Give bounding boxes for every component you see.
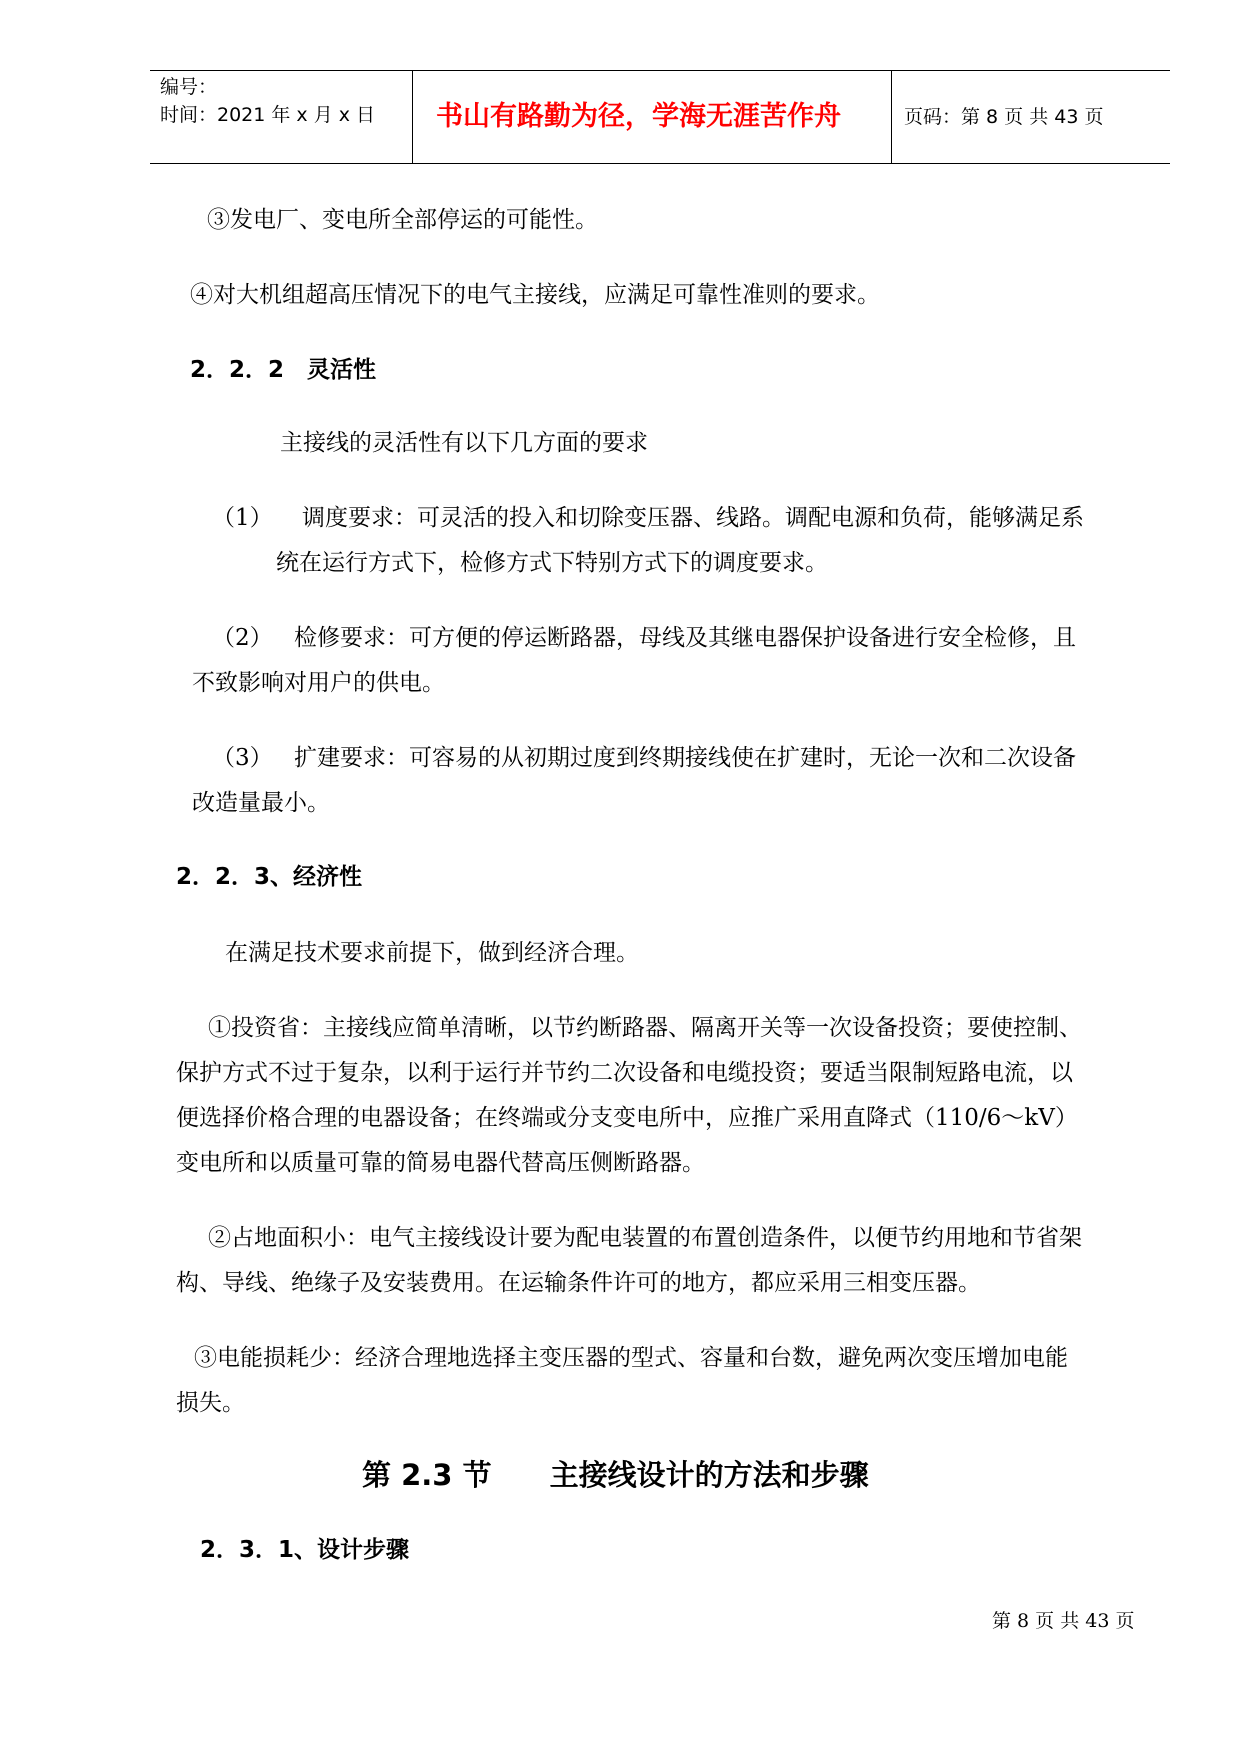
paragraph: 在满足技术要求前提下，做到经济合理。: [225, 940, 639, 966]
header-motto: 书山有路勤为径，学海无涯苦作舟: [436, 101, 841, 132]
paragraph-line: 保护方式不过于复杂，以利于运行并节约二次设备和电缆投资；要适当限制短路电流，以: [176, 1060, 1073, 1086]
paragraph-line: 损失。: [176, 1390, 245, 1416]
header-divider-right: [891, 70, 892, 164]
page-footer: 第 8 页 共 43 页: [992, 1610, 1135, 1632]
list-item-line: 改造量最小。: [192, 790, 330, 816]
subsection-heading: 2．2．2 灵活性: [190, 357, 377, 383]
section-title: 第 2.3 节 主接线设计的方法和步骤: [362, 1458, 869, 1492]
list-item-line: 统在运行方式下，检修方式下特别方式下的调度要求。: [276, 550, 828, 576]
document-header: [150, 70, 1170, 164]
list-item-line: 不致影响对用户的供电。: [192, 670, 445, 696]
paragraph: 主接线的灵活性有以下几方面的要求: [280, 430, 648, 456]
header-divider-left: [412, 70, 413, 164]
paragraph-line: 构、导线、绝缘子及安装费用。在运输条件许可的地方，都应采用三相变压器。: [176, 1270, 981, 1296]
paragraph-line: 便选择价格合理的电器设备；在终端或分支变电所中，应推广采用直降式（110/6～kV）: [176, 1105, 1078, 1131]
list-number: （2）: [212, 625, 273, 651]
header-time-label: 时间：2021 年 x 月 x 日: [160, 104, 376, 126]
paragraph-line: ③电能损耗少：经济合理地选择主变压器的型式、容量和台数，避免两次变压增加电能: [194, 1345, 1068, 1371]
paragraph: ③发电厂、变电所全部停运的可能性。: [207, 207, 598, 233]
paragraph-line: ②占地面积小：电气主接线设计要为配电装置的布置创造条件，以便节约用地和节省架: [208, 1225, 1082, 1251]
paragraph: ④对大机组超高压情况下的电气主接线，应满足可靠性准则的要求。: [190, 282, 880, 308]
paragraph-line: ①投资省：主接线应简单清晰，以节约断路器、隔离开关等一次设备投资；要使控制、: [208, 1015, 1082, 1041]
header-page-code: 页码：第 8 页 共 43 页: [904, 106, 1104, 128]
list-number: （1）: [212, 505, 273, 531]
list-number: （3）: [212, 745, 273, 771]
header-top-rule: [150, 70, 1170, 71]
list-item-line: 扩建要求：可容易的从初期过度到终期接线使在扩建时，无论一次和二次设备: [294, 745, 1076, 771]
list-item-line: 检修要求：可方便的停运断路器，母线及其继电器保护设备进行安全检修，且: [294, 625, 1076, 651]
list-item-line: 调度要求：可灵活的投入和切除变压器、线路。调配电源和负荷，能够满足系: [302, 505, 1084, 531]
paragraph-line: 变电所和以质量可靠的简易电器代替高压侧断路器。: [176, 1150, 705, 1176]
header-bottom-rule: [150, 163, 1170, 164]
subsection-heading: 2．3．1、设计步骤: [200, 1537, 410, 1563]
subsection-heading: 2．2．3、经济性: [176, 864, 363, 890]
header-number-label: 编号：: [160, 76, 218, 98]
